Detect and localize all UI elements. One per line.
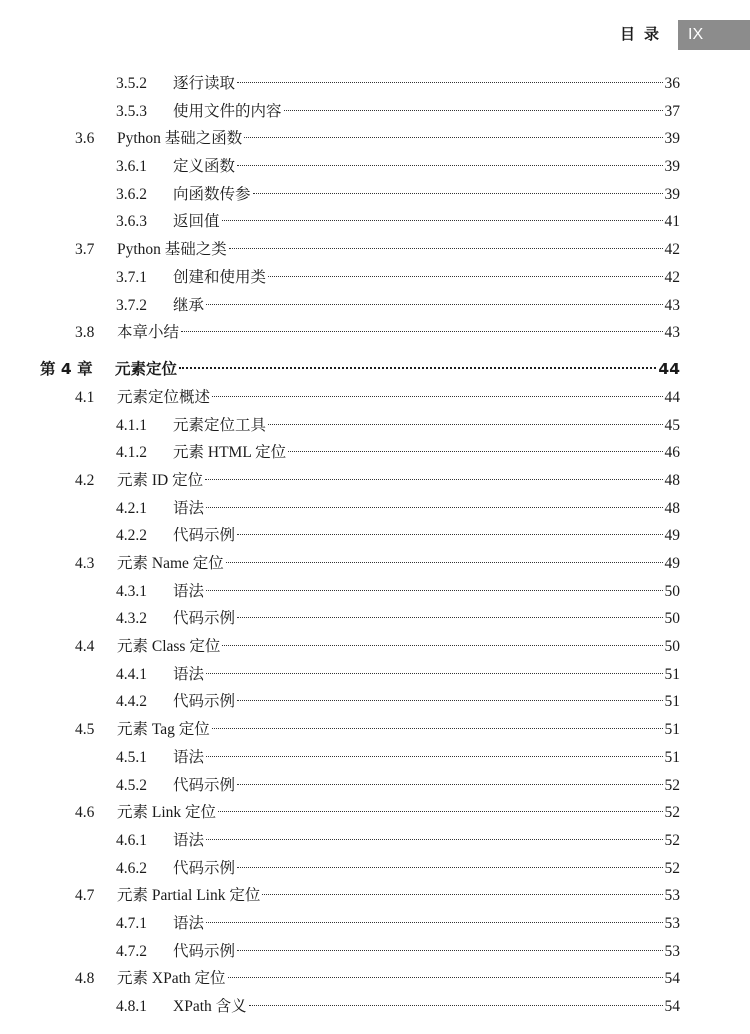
toc-entry-page: 44 [664,388,680,406]
toc-entry [0,181,750,209]
toc-entry-number: 4.7 [75,887,95,905]
toc-entry-title: 元素 Partial Link 定位 [117,887,261,905]
toc-entry-title: XPath 含义 [173,998,247,1015]
toc-entry-title: 元素 XPath 定位 [117,970,226,988]
dot-leader [237,82,662,83]
toc-entry-line [173,208,680,236]
toc-entry-title: 代码示例 [173,527,236,545]
toc-entry [0,578,750,606]
dot-leader [206,590,662,591]
toc-entry-number: 4.3.1 [116,582,147,600]
toc-entry [0,153,750,181]
toc-entry-title: 代码示例 [173,859,236,877]
toc-entry-number: 3.6 [75,130,95,148]
toc-entry-number: 4.3 [75,555,95,572]
toc-entry-title: 元素定位 [115,359,178,378]
dot-leader [237,534,662,535]
dot-leader [288,451,662,452]
toc-entry-title: 元素 Name 定位 [117,555,224,572]
toc-entry-line [173,439,680,467]
toc-entry [0,550,750,578]
toc-entry-page: 50 [664,610,680,628]
toc-entry-line [117,319,680,347]
toc-entry-title: 代码示例 [173,776,236,794]
toc-entry-number: 3.5.3 [116,102,147,120]
toc-entry-page: 52 [664,831,680,849]
toc-entry-title: Python 基础之函数 [117,130,243,148]
toc-entry-page: 49 [664,527,680,545]
dot-leader [268,276,662,277]
dot-leader [237,617,662,618]
toc-entry-title: 代码示例 [173,610,236,628]
toc-entry-line [173,264,680,292]
running-header [0,20,750,50]
toc-entry-title: 元素 Tag 定位 [117,721,210,739]
toc-entry-title: 逐行读取 [173,75,236,92]
toc-entry-number: 4.2.1 [116,499,147,517]
toc-entry-title: 元素定位概述 [117,388,211,406]
toc-entry-page: 39 [664,130,680,148]
toc-entry-line [173,70,680,98]
toc-entry-line [173,522,680,550]
toc-entry-number: 3.8 [75,324,95,342]
dot-leader [181,331,662,332]
toc-entry-line [117,550,680,578]
dot-leader [237,165,662,166]
toc-entry [0,965,750,993]
toc-entry-title: 返回值 [173,213,220,231]
toc-entry-title: 使用文件的内容 [173,102,282,120]
dot-leader [284,110,663,111]
toc-entry-page: 48 [664,499,680,517]
toc-entry-title: 代码示例 [173,693,236,711]
dot-leader [237,784,662,785]
toc-entry-line [173,772,680,800]
toc-entry-line [173,827,680,855]
toc-entry-title: 语法 [173,582,205,600]
dot-leader [205,479,662,480]
toc-entry [0,412,750,440]
toc-entry-page: 46 [664,444,680,462]
toc-entry [0,855,750,883]
toc-entry-page: 45 [664,416,680,434]
dot-leader [206,922,662,923]
dot-leader [228,977,663,978]
toc-entry-number: 3.6.1 [116,158,147,176]
toc-entry-number: 4.7.1 [116,914,147,932]
toc-entry-title: 语法 [173,831,205,849]
toc-entry-page: 39 [664,185,680,203]
dot-leader [206,839,662,840]
toc-entry-page: 54 [664,998,680,1015]
toc-entry-number: 3.6.3 [116,213,147,231]
toc-entry-title: 创建和使用类 [173,268,267,286]
toc-chapter-entry [0,355,750,384]
toc-entry-title: 本章小结 [117,324,180,342]
toc-entry-page: 42 [664,268,680,286]
toc-entry-page: 53 [664,914,680,932]
dot-leader [206,507,662,508]
toc-entry-line [117,467,680,495]
toc-entry-page: 54 [664,970,680,988]
toc-entry-page: 49 [664,555,680,572]
toc-entry [0,605,750,633]
toc-entry-number: 4.4.1 [116,665,147,683]
toc-entry-line [173,495,680,523]
dot-leader [237,867,662,868]
toc-entry [0,384,750,412]
toc-entry-line [117,965,680,993]
toc-entry-line [173,153,680,181]
header-label: 目录 [619,25,668,43]
toc-entry [0,633,750,661]
dot-leader [206,673,662,674]
toc-entry-title: 元素 Class 定位 [117,638,221,656]
toc-entry-number: 4.5.1 [116,748,147,766]
toc-entry-number: 4.2 [75,471,95,489]
dot-leader [206,304,662,305]
toc-entry-title: 语法 [173,499,205,517]
toc-entry [0,716,750,744]
toc-entry-line [173,855,680,883]
toc-entry [0,125,750,153]
toc-entry-line [173,661,680,689]
toc-entry-number: 4.1 [75,388,95,406]
toc-entry-title: 定义函数 [173,158,236,176]
dot-leader [249,1005,663,1006]
toc-entry-title: 继承 [173,296,205,314]
toc-entry-line [173,292,680,320]
dot-leader [179,367,656,369]
toc-entry-line [117,799,680,827]
toc-entry-title: 语法 [173,914,205,932]
toc-entry-number: 4.7.2 [116,942,147,960]
toc-entry-title: Python 基础之类 [117,241,227,259]
toc-entry-line [117,716,680,744]
toc-entry [0,439,750,467]
dot-leader [229,248,663,249]
toc-entry [0,236,750,264]
toc-entry-number: 3.7.1 [116,268,147,286]
dot-leader [222,220,663,221]
toc-entry-number: 4.8.1 [116,998,147,1015]
toc-entry [0,522,750,550]
toc-entry-number: 4.6.2 [116,859,147,877]
toc-entry-line [117,236,680,264]
toc-entry-line [173,412,680,440]
toc-entry-number: 4.5.2 [116,776,147,794]
toc-entry-number: 4.8 [75,970,95,988]
toc-entry-number: 4.4 [75,638,95,656]
toc-entry-number: 4.1.2 [116,444,147,462]
toc-entry-number: 4.6.1 [116,831,147,849]
toc-entry-page: 51 [664,693,680,711]
toc-entry-page: 39 [664,158,680,176]
toc-entry-line [173,181,680,209]
toc-entry-title: 元素 ID 定位 [117,471,204,489]
toc-entry-title: 向函数传参 [173,185,251,203]
dot-leader [237,700,662,701]
toc-entry [0,467,750,495]
toc-entry-number: 3.5.2 [116,75,147,92]
toc-entry-line [173,605,680,633]
toc-entry-line [173,744,680,772]
dot-leader [244,137,662,138]
toc-entry [0,319,750,347]
toc-entry-title: 代码示例 [173,942,236,960]
dot-leader [212,396,662,397]
toc-entry-number: 4.6 [75,804,95,822]
toc-entry-page: 41 [664,213,680,231]
toc-entry-title: 语法 [173,748,205,766]
table-of-contents [0,70,750,1021]
dot-leader [262,894,662,895]
toc-entry-page: 51 [664,748,680,766]
toc-entry-number: 4.3.2 [116,610,147,628]
toc-entry-line [173,578,680,606]
toc-entry-page: 50 [664,638,680,656]
toc-entry-line [117,125,680,153]
toc-entry-page: 37 [664,102,680,120]
toc-entry-line [173,98,680,126]
toc-entry-line [117,882,680,910]
toc-entry-page: 52 [664,776,680,794]
toc-entry [0,799,750,827]
toc-entry-line [173,993,680,1021]
toc-entry [0,993,750,1021]
dot-leader [226,562,663,563]
dot-leader [212,728,663,729]
toc-entry-number: 3.7 [75,241,95,259]
toc-entry [0,938,750,966]
toc-entry-page: 43 [664,296,680,314]
toc-entry-page: 48 [664,471,680,489]
dot-leader [237,950,662,951]
toc-entry-number: 4.4.2 [116,693,147,711]
toc-entry-page: 51 [664,721,680,739]
toc-entry [0,292,750,320]
toc-entry [0,688,750,716]
toc-entry-number: 4.5 [75,721,95,739]
toc-entry [0,98,750,126]
toc-entry [0,495,750,523]
toc-entry-page: 50 [664,582,680,600]
toc-entry [0,882,750,910]
toc-entry-number: 3.7.2 [116,296,147,314]
toc-entry [0,264,750,292]
toc-entry-line [173,688,680,716]
toc-entry-page: 42 [664,241,680,259]
toc-entry-number: 第 4 章 [40,359,93,378]
toc-entry-page: 44 [658,359,680,378]
header-page-number: IX [678,20,750,50]
toc-entry-page: 52 [664,804,680,822]
toc-entry [0,208,750,236]
toc-entry-line [173,938,680,966]
toc-entry-line [173,910,680,938]
toc-entry-title: 元素 HTML 定位 [173,444,287,462]
toc-entry [0,70,750,98]
toc-entry-page: 52 [664,859,680,877]
toc-entry-line [117,633,680,661]
toc-entry-page: 53 [664,887,680,905]
toc-entry-title: 元素 Link 定位 [117,804,217,822]
dot-leader [253,193,663,194]
toc-entry-title: 元素定位工具 [173,416,267,434]
dot-leader [268,424,662,425]
toc-entry-number: 3.6.2 [116,185,147,203]
dot-leader [218,811,662,812]
toc-entry-line [117,384,680,412]
toc-entry-page: 51 [664,665,680,683]
toc-entry-number: 4.1.1 [116,416,147,434]
toc-entry [0,910,750,938]
toc-entry-page: 43 [664,324,680,342]
toc-entry [0,661,750,689]
toc-entry-title: 语法 [173,665,205,683]
toc-entry [0,827,750,855]
toc-entry-number: 4.2.2 [116,527,147,545]
toc-entry [0,772,750,800]
toc-entry-line [115,355,680,384]
dot-leader [206,756,662,757]
toc-entry-page: 53 [664,942,680,960]
dot-leader [222,645,662,646]
toc-entry-page: 36 [664,75,680,92]
toc-entry [0,744,750,772]
